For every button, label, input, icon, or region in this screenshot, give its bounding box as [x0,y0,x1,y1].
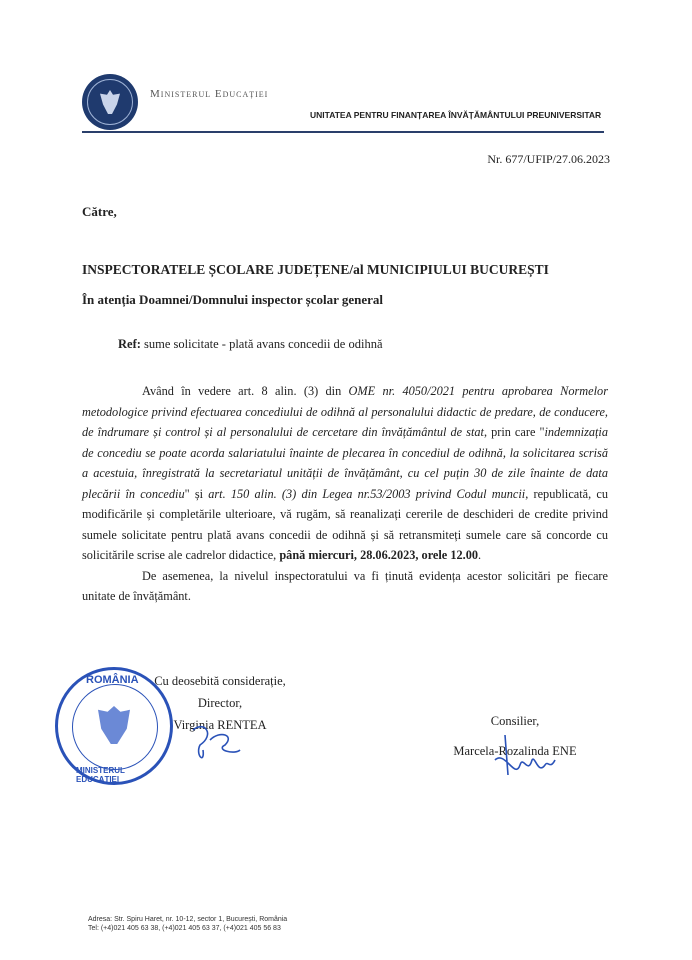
p1-ome-citation: OME nr. 4050/2021 pentru aprobarea Normelor metodologice privind efectuarea concediului de odihnă al personalului didactic de predare, de conducere, de îndrumare și control și al personalului de cercetare din învățământul de stat [82,384,608,439]
director-signature [185,720,245,770]
director-title: Director, [197,696,243,710]
paragraph-1 [82,381,608,566]
paragraph-2: De asemenea, la nivelul inspectoratului va fi ținută evidența acestor solicitări pe fiecare unitate de învățământ. [82,568,608,603]
ref-label: Ref: [118,337,141,351]
footer [88,915,287,933]
p1-text: " și [184,486,209,501]
stamp-bottom-text: MINISTERUL EDUCAȚIEI [76,766,125,784]
director-name: Virginia RENTEA [173,718,267,732]
advisor-signature [490,730,560,785]
deadline: până miercuri, 28.06.2023, orele 12.00 [279,548,479,562]
footer-phone: Tel: (+4)021 405 63 38, (+4)021 405 63 37, (+4)021 405 56 83 [88,925,281,932]
p1-text: , republicată, cu modificările și completările ulterioare, vă rugăm, să reanalizați cererile de deschideri de credite privind sumele solicitate pentru plată avans concedii de odihnă și să retransmiteți sumele care să concorde cu solicitările scrise ale cadrelor didactice, [82,486,608,562]
stamp-top-text: ROMÂNIA [86,674,139,686]
letter-body [82,381,608,607]
closing: Cu deosebită considerație, [154,674,286,688]
reference-line [118,337,383,352]
ref-text: sume solicitate - plată avans concedii de odihnă [140,337,383,351]
ministry-name: Ministerul Educației [150,88,269,100]
government-logo [82,74,138,130]
p1-text: . [478,548,482,562]
recipient: INSPECTORATELE ȘCOLARE JUDEȚENE/al MUNICIPIULUI BUCUREȘTI [82,262,549,277]
p1-text: Având în vedere art. 8 alin. (3) din [142,384,349,398]
attention-line: În atenția Doamnei/Domnului inspector școlar general [82,292,384,307]
advisor-title: Consilier, [490,714,540,728]
p1-law-citation: art. 150 alin. (3) din Legea nr.53/2003 privind Codul muncii [208,486,526,501]
registration-number: Nr. 677/UFIP/27.06.2023 [487,152,610,166]
footer-address: Adresa: Str. Spiru Haret, nr. 10-12, sector 1, București, România [88,916,288,923]
p1-quote: indemnizația de concediu se poate acorda salariatului înainte de plecarea în concediul de odihnă, la solicitarea scrisă a acestuia, înregistrată la secretariatul unității de învățământ, cu cel puțin 30 de zile înainte de data plecării în concediu [82,425,609,501]
advisor-name: Marcela-Rozalinda ENE [453,744,577,758]
salutation: Către, [82,204,117,219]
p1-text: , prin care " [483,425,545,439]
unit-name: UNITATEA PENTRU FINANȚAREA ÎNVĂȚĂMÂNTULUI PREUNIVERSITAR [310,110,602,120]
header-divider [82,131,604,133]
